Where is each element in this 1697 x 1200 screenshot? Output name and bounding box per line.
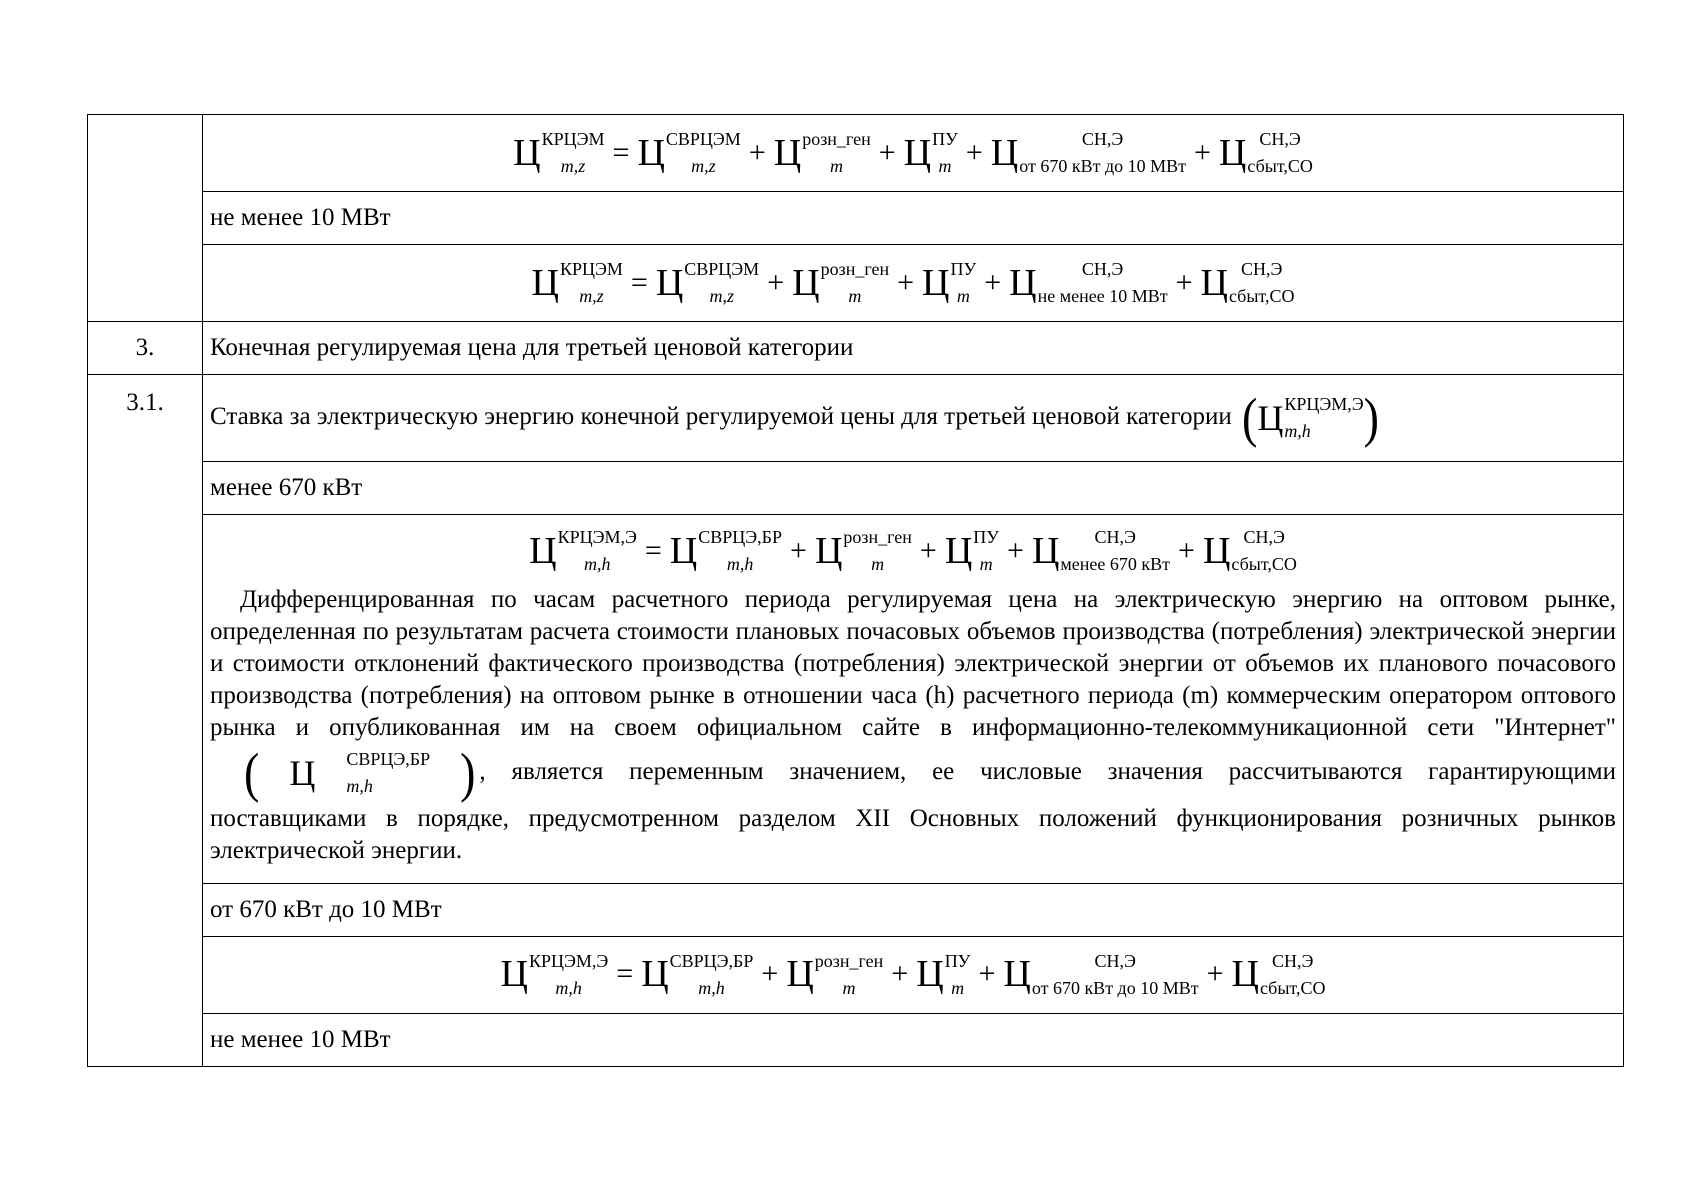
price-symbol: Ц [655, 261, 684, 304]
row-number-cell-empty [88, 115, 203, 322]
superscript: СН,Э [1272, 950, 1314, 971]
formula-term [916, 950, 970, 999]
formula-term [670, 527, 782, 576]
price-symbol: Ц [792, 261, 820, 304]
price-symbol: Ц [916, 953, 944, 996]
superscript: СН,Э [1094, 950, 1136, 971]
formula-crcem-10mw [532, 259, 1295, 308]
formula-term [1232, 950, 1326, 999]
section-title-cell [203, 322, 1624, 375]
price-symbol: Ц [1003, 953, 1031, 996]
label-cell [203, 883, 1624, 936]
subscript: сбыт,СО [1247, 156, 1313, 176]
plus-sign: + [1206, 957, 1224, 991]
price-symbol: Ц [669, 530, 698, 572]
paragraph-text-part2: , является переменным значением, ее числовые значения рассчитываются гарантирующими поставщиками в порядке, предусмотренном разделом XII Основных положений функционирования розничных рынков электрической энергии. [210, 757, 1616, 864]
plus-sign: + [878, 135, 896, 169]
equals-sign: = [630, 265, 648, 299]
superscript: СВРЦЭ,БР [698, 527, 783, 548]
price-symbol: Ц [1231, 953, 1259, 996]
formula-term [532, 259, 623, 308]
subscript: m,z [709, 286, 734, 306]
price-symbol: Ц [922, 261, 950, 304]
superscript: ПУ [944, 950, 971, 971]
plus-sign: + [919, 534, 937, 568]
formula-term [259, 750, 430, 796]
price-symbol: Ц [1257, 397, 1284, 438]
formula-term [1201, 259, 1295, 308]
price-symbol: Ц [814, 530, 843, 572]
price-symbol: Ц [531, 261, 559, 304]
price-symbol: Ц [1218, 131, 1247, 174]
superscript: СН,Э [1081, 129, 1124, 150]
subscript: m,h [726, 554, 754, 575]
plus-sign: + [1178, 534, 1195, 568]
section-number-cell [88, 322, 203, 375]
plus-sign: + [767, 265, 785, 299]
superscript: СН,Э [1241, 259, 1283, 280]
price-symbol: Ц [903, 131, 932, 174]
subscript: m,z [579, 286, 604, 306]
equals-sign: = [644, 534, 662, 568]
subscript: m,z [560, 156, 586, 176]
formula-term [1257, 395, 1363, 441]
plus-sign: + [1175, 265, 1193, 299]
formula-term [786, 950, 883, 999]
subscript: m,h [698, 977, 725, 998]
plus-sign: + [790, 534, 807, 568]
voltage-label: менее 670 кВт [210, 474, 363, 501]
subscript: сбыт,СО [1228, 286, 1295, 306]
explanatory-paragraph [210, 576, 1616, 877]
price-symbol: Ц [529, 530, 557, 572]
superscript: ПУ [932, 129, 958, 150]
superscript: СВРЦЭМ [684, 259, 760, 280]
section-title: Конечная регулируемая цена для третьей ценовой категории [210, 334, 854, 361]
paragraph-text-part1: Дифференцированная по часам расчетного периода регулируемая цена на электрическую энергию на оптовом рынке, определенная по результатам расчета стоимости плановых почасовых объемов производства (потребления) электрической энергии и стоимости отклонений фактического производства (потребления) электрической энергии от объемов их планового почасового производства (потребления) на оптовом рынке в отношении часа (h) расчетного периода (m) коммерческим оператором оптового рынка и опубликованная им на своем официальном сайте в информационно-телекоммуникационной сети "Интернет" [210, 585, 1616, 741]
formula-term [641, 950, 753, 999]
formula-and-paragraph-cell [203, 515, 1624, 884]
price-symbol: Ц [637, 131, 665, 174]
subscript: m [848, 286, 862, 306]
superscript: СВРЦЭ,БР [346, 749, 431, 770]
price-symbol: Ц [990, 131, 1019, 174]
voltage-label: не менее 10 МВт [210, 204, 391, 231]
subscript: m,h [346, 776, 373, 797]
formula-term [991, 129, 1186, 178]
formula-cell [203, 245, 1624, 322]
plus-sign: + [1007, 534, 1024, 568]
plus-sign: + [761, 957, 779, 991]
formula-term [1032, 527, 1170, 576]
subsection-title: Ставка за электрическую энергию конечной регулируемой цены для третьей ценовой категории [210, 402, 1232, 430]
superscript: розн_ген [814, 950, 884, 971]
subscript: m [842, 977, 856, 998]
plus-sign: + [897, 265, 915, 299]
subsection-number-cell [88, 375, 203, 1067]
plus-sign: + [984, 265, 1002, 299]
section-number: 3. [135, 334, 155, 361]
subscript: менее 670 кВт [1060, 554, 1171, 575]
formula-term [656, 259, 759, 308]
superscript: розн_ген [820, 259, 890, 280]
formula-term [774, 129, 871, 178]
subscript: m [829, 156, 843, 176]
paragraph-inline-formula: ( Ц СВРЦЭ,БР m,h ) [244, 741, 476, 803]
plus-sign: + [978, 957, 996, 991]
formula-term [815, 527, 912, 576]
voltage-label: не менее 10 МВт [210, 1025, 391, 1053]
subscript: от 670 кВт до 10 МВт [1031, 977, 1199, 998]
subscript: m,h [1284, 420, 1311, 441]
formula-crcem-e-670-10 [501, 950, 1326, 999]
formula-crcem-670-10 [513, 129, 1313, 178]
subscript: m,z [691, 156, 716, 176]
price-symbol: Ц [1202, 530, 1231, 572]
price-symbol: Ц [1200, 261, 1228, 304]
formula-term [1009, 259, 1167, 308]
subscript: от 670 кВт до 10 МВт [1019, 156, 1186, 176]
superscript: СН,Э [1243, 527, 1285, 548]
plus-sign: + [1193, 135, 1211, 169]
subscript: m [956, 286, 970, 306]
subscript: m [951, 977, 965, 998]
price-symbol: Ц [944, 530, 973, 572]
equals-sign: = [612, 135, 630, 169]
subscript: m,h [583, 554, 611, 575]
formula-term [529, 527, 637, 576]
label-cell [203, 192, 1624, 245]
formula-crcem-e-less670 [529, 527, 1297, 576]
subsection-number: 3.1. [126, 389, 164, 416]
superscript: КРЦЭМ [560, 259, 623, 280]
subscript: m [871, 554, 885, 575]
formula-term [513, 129, 604, 178]
superscript: СН,Э [1094, 527, 1136, 548]
formula-term [1003, 950, 1198, 999]
subsection-title-formula: ( Ц КРЦЭМ,Э m,h ) [1241, 386, 1379, 448]
formula-term [1219, 129, 1313, 178]
subscript: m,h [555, 977, 582, 998]
formula-term [501, 950, 609, 999]
subscript: m [979, 554, 993, 575]
subscript: не менее 10 МВт [1037, 286, 1168, 306]
subscript: m [938, 156, 952, 176]
price-symbol: Ц [289, 753, 316, 794]
price-symbol: Ц [786, 953, 814, 996]
plus-sign: + [891, 957, 909, 991]
superscript: ПУ [973, 527, 1000, 548]
superscript: КРЦЭМ,Э [1284, 394, 1364, 415]
label-cell [203, 462, 1624, 515]
superscript: КРЦЭМ,Э [528, 950, 609, 971]
superscript: КРЦЭМ [541, 129, 605, 150]
equals-sign: = [616, 957, 634, 991]
voltage-label: от 670 кВт до 10 МВт [210, 895, 442, 923]
formula-term [904, 129, 958, 178]
price-symbol: Ц [1031, 530, 1060, 572]
superscript: розн_ген [843, 527, 912, 548]
superscript: СН,Э [1259, 129, 1301, 150]
superscript: ПУ [950, 259, 977, 280]
price-symbol: Ц [773, 131, 802, 174]
superscript: СН,Э [1081, 259, 1124, 280]
subsection-title-cell [203, 375, 1624, 462]
formula-term [637, 129, 740, 178]
subscript: сбыт,СО [1259, 977, 1326, 998]
superscript: СВРЦЭ,БР [669, 950, 754, 971]
label-cell [203, 1013, 1624, 1066]
plus-sign: + [965, 135, 983, 169]
price-symbol: Ц [641, 953, 669, 996]
price-symbol: Ц [1009, 261, 1037, 304]
formula-term [922, 259, 976, 308]
subscript: сбыт,СО [1231, 554, 1297, 575]
superscript: КРЦЭМ,Э [557, 527, 637, 548]
superscript: розн_ген [802, 129, 871, 150]
formula-cell [203, 936, 1624, 1013]
formula-cell [203, 115, 1624, 192]
tariff-table [87, 114, 1624, 1067]
formula-term [945, 527, 999, 576]
price-symbol: Ц [513, 131, 541, 174]
price-symbol: Ц [500, 953, 528, 996]
formula-term [1203, 527, 1297, 576]
superscript: СВРЦЭМ [665, 129, 741, 150]
formula-term [792, 259, 889, 308]
plus-sign: + [748, 135, 766, 169]
